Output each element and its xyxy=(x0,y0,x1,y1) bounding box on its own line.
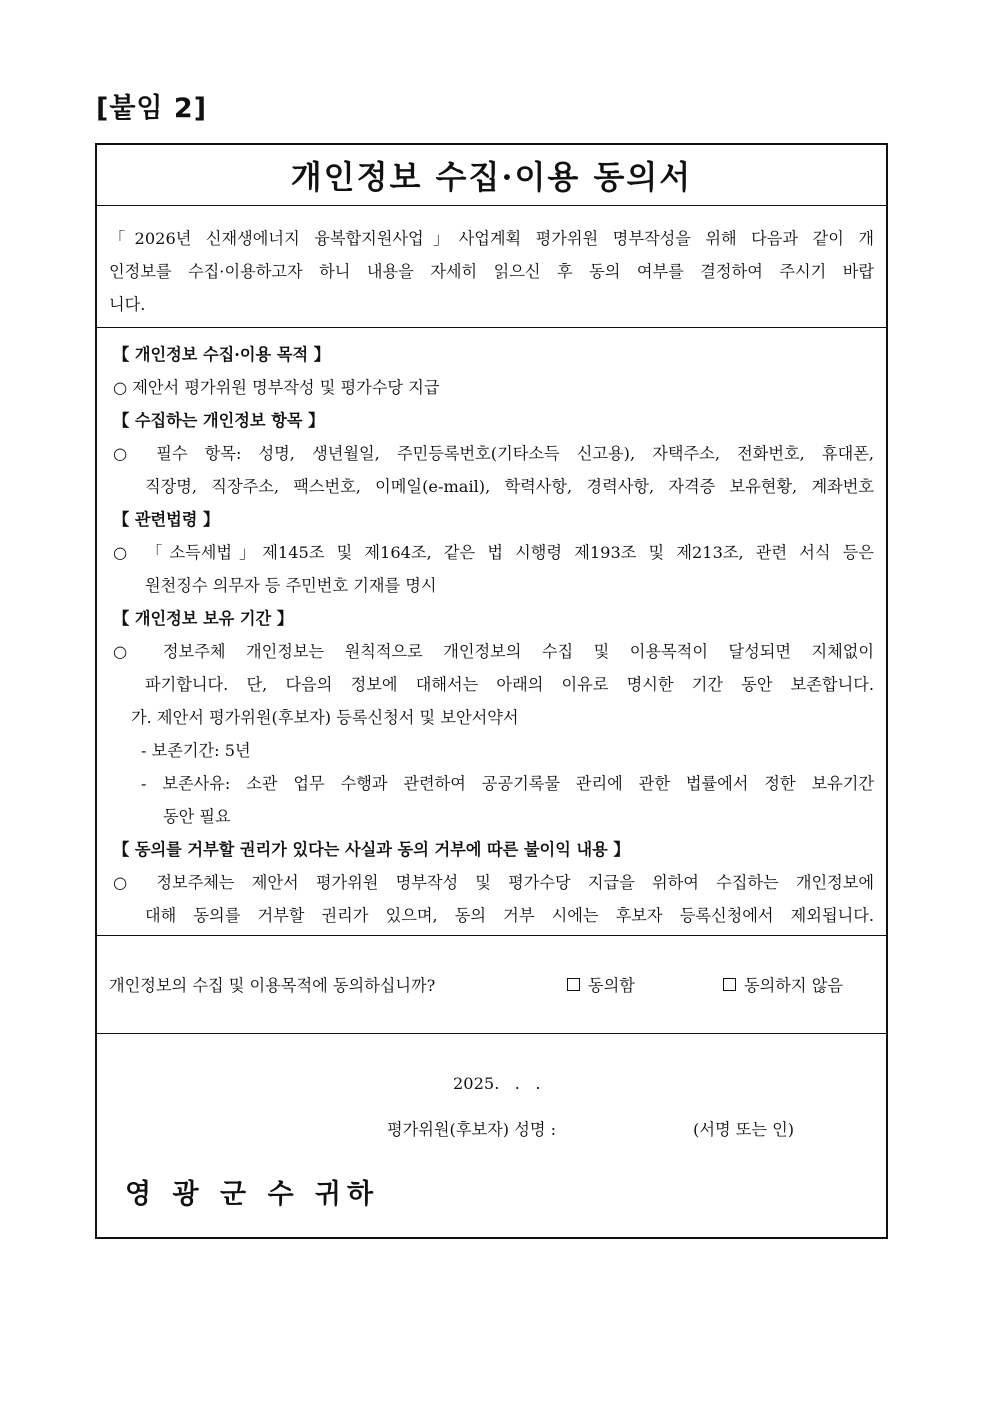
sign-hint: (서명 또는 인) xyxy=(693,1120,795,1139)
purpose-item: ○ 제안서 평가위원 명부작성 및 평가수당 지급 xyxy=(113,378,440,397)
agree-checkbox[interactable] xyxy=(567,978,580,991)
disagree-label: 동의하지 않음 xyxy=(744,976,843,995)
date-field[interactable]: 2025. . . xyxy=(453,1074,541,1093)
retention-reason: 동안 필요 xyxy=(163,807,231,826)
intro-line: 니다. xyxy=(109,295,146,314)
retention-heading: 【 개인정보 보유 기간 】 xyxy=(113,609,294,628)
consent-question: 개인정보의 수집 및 이용목적에 동의하십니까? xyxy=(109,976,436,995)
form-title: 개인정보 수집·이용 동의서 xyxy=(290,158,693,196)
purpose-heading: 【 개인정보 수집·이용 목적 】 xyxy=(113,345,330,364)
items-line: 직장명, 직장주소, 팩스번호, 이메일(e-mail), 학력사항, 경력사항, 자격증 보유현황, 계좌번호 xyxy=(145,477,874,496)
retention-period: - 보존기간: 5년 xyxy=(141,741,251,760)
law-line: 원천징수 의무자 등 주민번호 기재를 명시 xyxy=(145,576,437,595)
retention-reason: - 보존사유: 소관 업무 수행과 관련하여 공공기록물 관리에 관한 법률에서 정한 보유기간 xyxy=(141,774,874,793)
refusal-line: 대해 동의를 거부할 권리가 있으며, 동의 거부 시에는 후보자 등록신청에서 제외됩니다. xyxy=(145,906,874,925)
recipient: 영 광 군 수 귀하 xyxy=(125,1179,380,1210)
name-label: 평가위원(후보자) 성명 : xyxy=(387,1120,557,1139)
retention-line: 파기합니다. 단, 다음의 정보에 대해서는 아래의 이유로 명시한 기간 동안 보존합니다. xyxy=(145,675,874,694)
intro-line: 「2026년 신재생에너지 융복합지원사업」사업계획 평가위원 명부작성을 위해 다음과 같이 개 xyxy=(109,229,874,248)
items-heading: 【 수집하는 개인정보 항목 】 xyxy=(113,411,325,430)
refusal-line: ○ 정보주체는 제안서 평가위원 명부작성 및 평가수당 지급을 위하여 수집하는 개인정보에 xyxy=(113,873,874,892)
refusal-heading: 【 동의를 거부할 권리가 있다는 사실과 동의 거부에 따른 불이익 내용 】 xyxy=(113,840,630,859)
disagree-checkbox[interactable] xyxy=(723,978,736,991)
intro-line: 인정보를 수집·이용하고자 하니 내용을 자세히 읽으신 후 동의 여부를 결정하여 주시기 바랍 xyxy=(109,262,874,281)
intro-paragraph xyxy=(97,206,886,328)
consent-form xyxy=(95,143,888,1239)
law-heading: 【 관련법령 】 xyxy=(113,510,220,529)
agree-option[interactable] xyxy=(567,972,635,996)
consent-question-row xyxy=(97,936,886,1034)
disagree-option[interactable] xyxy=(723,972,843,996)
policy-content xyxy=(97,328,886,936)
title-row xyxy=(97,145,886,206)
retention-ga: 가. 제안서 평가위원(후보자) 등록신청서 및 보안서약서 xyxy=(131,708,519,727)
items-line: ○ 필수 항목: 성명, 생년월일, 주민등록번호(기타소득 신고용), 자택주소, 전화번호, 휴대폰, xyxy=(113,444,874,463)
law-line: ○ 「소득세법」제145조 및 제164조, 같은 법 시행령 제193조 및 제213조, 관련 서식 등은 xyxy=(113,543,874,562)
agree-label: 동의함 xyxy=(588,976,635,995)
attachment-label: [붙임 2] xyxy=(96,93,208,124)
retention-line: ○ 정보주체 개인정보는 원칙적으로 개인정보의 수집 및 이용목적이 달성되면 지체없이 xyxy=(113,642,874,661)
signature-section xyxy=(97,1034,886,1240)
